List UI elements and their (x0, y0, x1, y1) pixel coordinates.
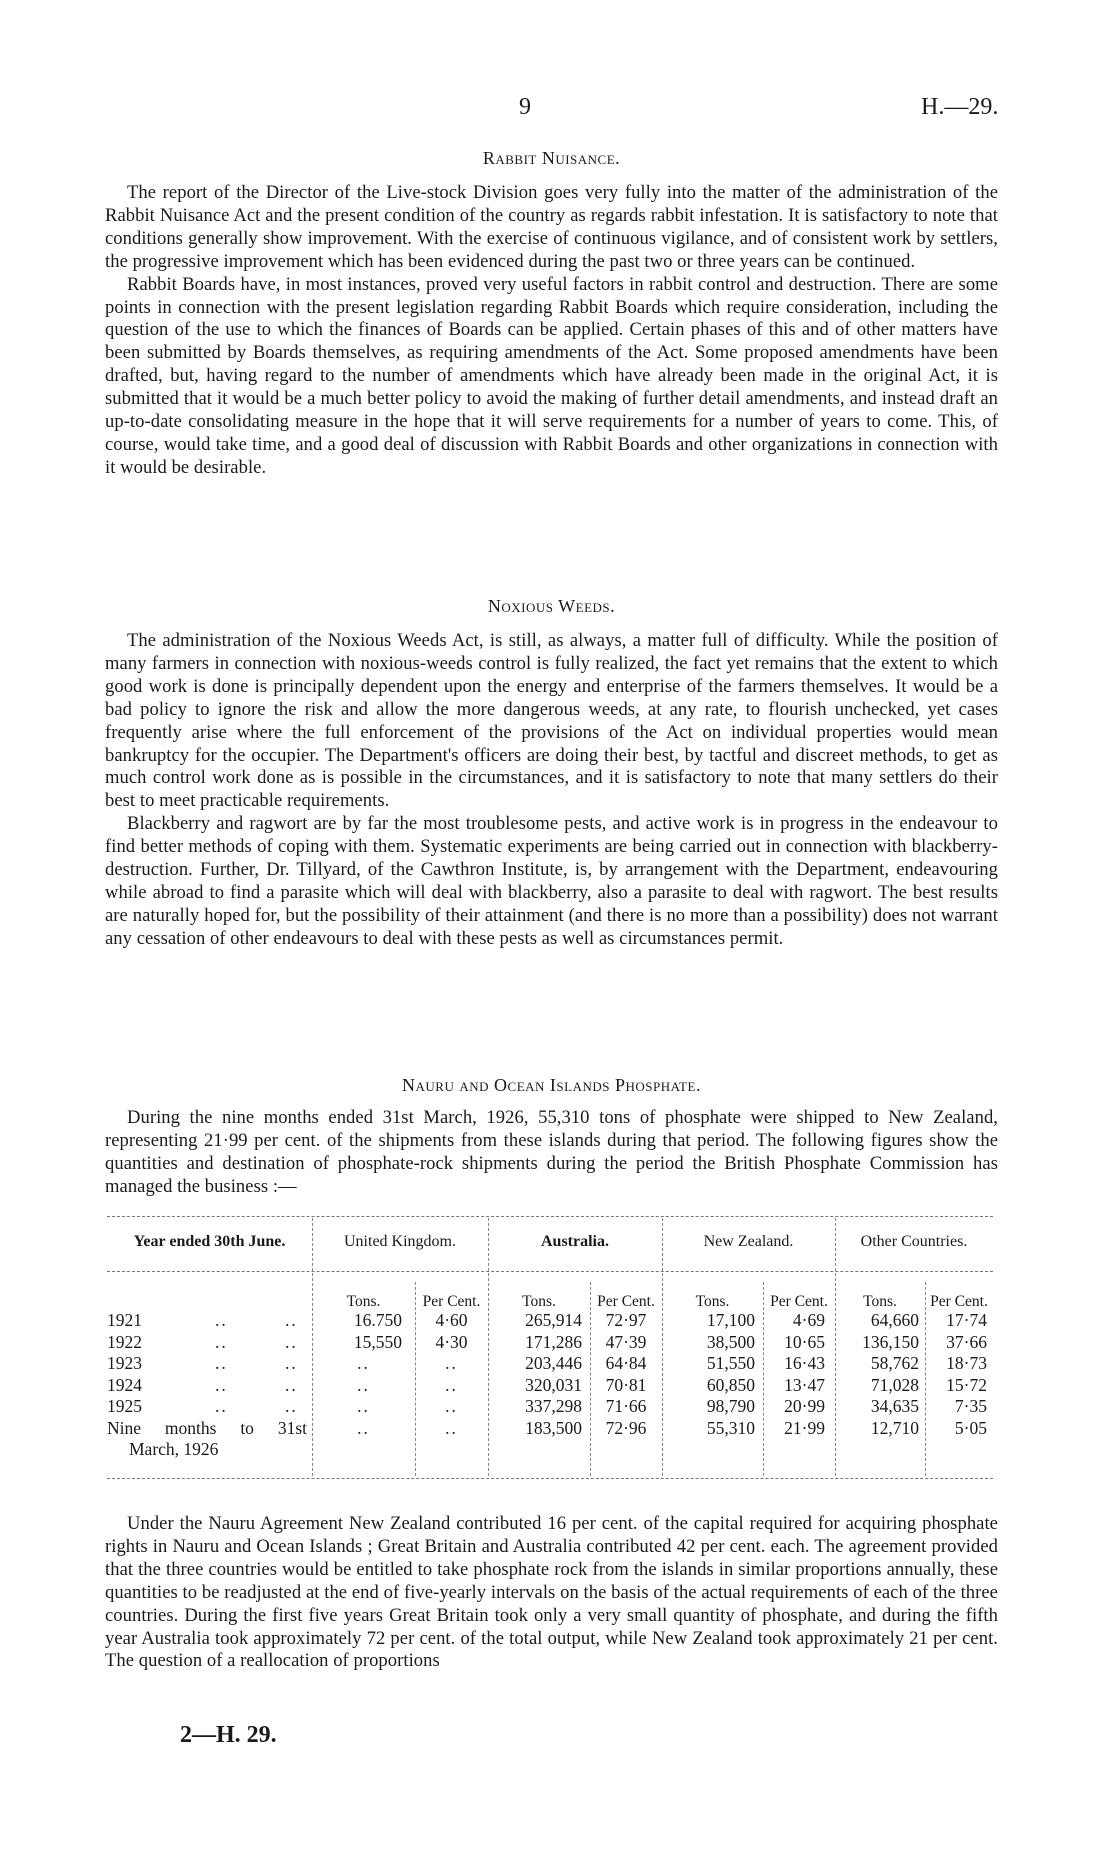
uk-per-cent: .. (445, 1353, 458, 1373)
column-group-australia: Australia. (541, 1233, 609, 1250)
australia-per-cent: 72·96 (605, 1418, 647, 1438)
subheader-per-cent: Per Cent. (422, 1293, 481, 1310)
row-year-continued: March, 1926 (129, 1439, 219, 1459)
row-year: 1923 (107, 1353, 142, 1373)
leader-dots: .. (285, 1353, 298, 1373)
australia-per-cent: 72·97 (605, 1310, 647, 1330)
section-intro-nauru-phosphate (105, 1107, 998, 1199)
leader-dots: .. (215, 1310, 228, 1330)
leader-dots: .. (285, 1396, 298, 1416)
table-bottom-rule (107, 1478, 993, 1479)
other-tons: 64,660 (870, 1310, 919, 1330)
column-group-new-zealand: New Zealand. (703, 1233, 794, 1250)
row-year: 1924 (107, 1375, 142, 1395)
nz-per-cent: 20·99 (784, 1396, 825, 1416)
australia-tons: 171,286 (525, 1332, 582, 1352)
nz-tons: 17,100 (706, 1310, 755, 1330)
nz-per-cent: 13·47 (784, 1375, 825, 1395)
paragraph: Under the Nauru Agreement New Zealand contributed 16 per cent. of the capital required for acquiring phosphate rights in Nauru and Ocean Islands ; Great Britain and Australia contributed 42 per cent. each. The agreement provided that the three countries would be entitled to take phosphate rock from the islands in similar proportions annually, these quantities to be readjusted at the end of five-yearly intervals on the basis of the actual requirements of each of the three countries. During the first five years Great Britain took only a very small quantity of phosphate, and during the fifth year Australia took approximately 72 per cent. of the total output, while New Zealand took approximately 21 per cent. The question of a reallocation of proportions (105, 1513, 998, 1672)
paragraph: The administration of the Noxious Weeds Act, is still, as always, a matter full of difficulty. While the position of many farmers in connection with noxious-weeds control is fully realized, the fact yet remains that the extent to which good work is done is principally dependent upon the energy and enterprise of the farmers themselves. It would be a bad policy to ignore the risk and allow the more dangerous weeds, at any rate, to flourish unchecked, yet cases frequently arise where the full enforcement of the provisions of the Act on individual properties would mean bankruptcy for the occupier. The Department's officers are doing their best, by tactful and discreet methods, to get as much control work done as is possible in the circumstances, and it is satisfactory to note that many settlers do their best to meet practicable requirements. (105, 630, 998, 812)
nz-per-cent: 4·69 (792, 1310, 825, 1330)
column-group-other-countries: Other Countries. (860, 1233, 968, 1250)
uk-tons: .. (357, 1353, 370, 1373)
australia-tons: 337,298 (525, 1396, 582, 1416)
australia-per-cent: 64·84 (605, 1353, 647, 1373)
uk-per-cent: 4·60 (435, 1310, 468, 1330)
leader-dots: .. (285, 1332, 298, 1352)
nz-per-cent: 10·65 (784, 1332, 825, 1352)
row-year: Nine months to 31st (107, 1418, 307, 1438)
uk-tons: .. (357, 1396, 370, 1416)
table-top-rule (107, 1216, 993, 1217)
paragraph: Blackberry and ragwort are by far the most troublesome pests, and active work is in progress in the endeavour to find better methods of coping with them. Systematic experiments are being carried out in connection with blackberry-destruction. Further, Dr. Tillyard, of the Cawthron Institute, is, by arrangement with the Department, endeavouring while abroad to find a parasite which will deal with blackberry, also a parasite to deal with ragwort. The best results are naturally hoped for, but the possibility of their attainment (and there is no more than a possibility) does not warrant any cessation of other endeavours to deal with these pests as well as circumstances permit. (105, 813, 998, 949)
column-header-year: Year ended 30th June. (133, 1233, 286, 1250)
phosphate-shipments-table (107, 1216, 993, 1480)
other-tons: 34,635 (870, 1396, 919, 1416)
subheader-per-cent: Per Cent. (930, 1293, 988, 1310)
nz-tons: 60,850 (706, 1375, 755, 1395)
uk-per-cent: .. (445, 1418, 458, 1438)
row-year: 1921 (107, 1310, 142, 1330)
printer-signature: 2—H. 29. (180, 1722, 277, 1748)
section-body-rabbit-nuisance (105, 182, 998, 480)
subheader-tons: Tons. (863, 1293, 897, 1310)
paragraph: During the nine months ended 31st March, 1926, 55,310 tons of phosphate were shipped to New Zealand, representing 21·99 per cent. of the shipments from these islands during that period. The following figures show the quantities and destination of phosphate-rock shipments during the period the British Phosphate Commission has managed the business :— (105, 1107, 998, 1197)
subheader-per-cent: Per Cent. (597, 1293, 655, 1310)
other-per-cent: 5·05 (954, 1418, 987, 1438)
other-per-cent: 17·74 (946, 1310, 987, 1330)
australia-per-cent: 71·66 (605, 1396, 647, 1416)
subheader-per-cent: Per Cent. (770, 1293, 828, 1310)
uk-per-cent: 4·30 (435, 1332, 468, 1352)
row-year: 1922 (107, 1332, 142, 1352)
nz-tons: 51,550 (706, 1353, 755, 1373)
column-group-united-kingdom: United Kingdom. (344, 1233, 456, 1250)
subheader-tons: Tons. (522, 1293, 556, 1310)
nz-tons: 38,500 (706, 1332, 755, 1352)
paragraph: The report of the Director of the Live-stock Division goes very fully into the matter of the administration of the Rabbit Nuisance Act and the present condition of the country as regards rabbit infestation. It is satisfactory to note that conditions generally show improvement. With the exercise of continuous vigilance, and of consistent work by settlers, the progressive improvement which has been evidenced during the past two or three years can be continued. (105, 182, 998, 272)
other-per-cent: 37·66 (946, 1332, 987, 1352)
australia-per-cent: 47·39 (605, 1332, 647, 1352)
other-per-cent: 7·35 (954, 1396, 987, 1416)
section-body-noxious-weeds (105, 630, 998, 951)
leader-dots: .. (215, 1396, 228, 1416)
other-per-cent: 15·72 (946, 1375, 987, 1395)
nz-per-cent: 16·43 (784, 1353, 825, 1373)
page-number: 9 (519, 94, 531, 120)
australia-per-cent: 70·81 (605, 1375, 647, 1395)
uk-per-cent: .. (445, 1375, 458, 1395)
leader-dots: .. (285, 1310, 298, 1330)
leader-dots: .. (285, 1375, 298, 1395)
australia-tons: 203,446 (525, 1353, 582, 1373)
subheader-tons: Tons. (695, 1293, 730, 1310)
uk-tons: .. (357, 1375, 370, 1395)
nz-per-cent: 21·99 (784, 1418, 825, 1438)
subheader-tons: Tons. (346, 1293, 381, 1310)
australia-tons: 265,914 (525, 1310, 582, 1330)
leader-dots: .. (215, 1332, 228, 1352)
other-tons: 136,150 (862, 1332, 919, 1352)
other-per-cent: 18·73 (946, 1353, 987, 1373)
other-tons: 58,762 (870, 1353, 919, 1373)
document-reference: H.—29. (921, 94, 999, 120)
uk-tons: .. (357, 1418, 370, 1438)
section-title-nauru-phosphate: Nauru and Ocean Islands Phosphate. (402, 1075, 701, 1095)
other-tons: 12,710 (870, 1418, 919, 1438)
section-title-rabbit-nuisance: Rabbit Nuisance. (482, 148, 621, 168)
australia-tons: 320,031 (525, 1375, 582, 1395)
australia-tons: 183,500 (525, 1418, 582, 1438)
uk-per-cent: .. (445, 1396, 458, 1416)
uk-tons: 16.750 (353, 1310, 402, 1330)
section-title-noxious-weeds: Noxious Weeds. (487, 596, 616, 616)
uk-tons: 15,550 (353, 1332, 402, 1352)
section-body-nauru-agreement (105, 1513, 998, 1673)
row-year: 1925 (107, 1396, 142, 1416)
paragraph: Rabbit Boards have, in most instances, proved very useful factors in rabbit control and destruction. There are some points in connection with the present legislation regarding Rabbit Boards which require consideration, including the question of the use to which the finances of Boards can be applied. Certain phases of this and of other matters have been submitted by Boards themselves, as requiring amendments of the Act. Some proposed amendments have been drafted, but, having regard to the number of amendments which have already been made in the original Act, it is submitted that it would be a much better policy to avoid the making of further detail amendments, and instead draft an up-to-date consolidating measure in the hope that it will serve requirements for a number of years to come. This, of course, would take time, and a good deal of discussion with Rabbit Boards and other organizations in connection with it would be desirable. (105, 273, 998, 478)
table-header-rule (107, 1271, 993, 1272)
nz-tons: 98,790 (706, 1396, 755, 1416)
leader-dots: .. (215, 1375, 228, 1395)
nz-tons: 55,310 (706, 1418, 755, 1438)
leader-dots: .. (215, 1353, 228, 1373)
other-tons: 71,028 (870, 1375, 919, 1395)
